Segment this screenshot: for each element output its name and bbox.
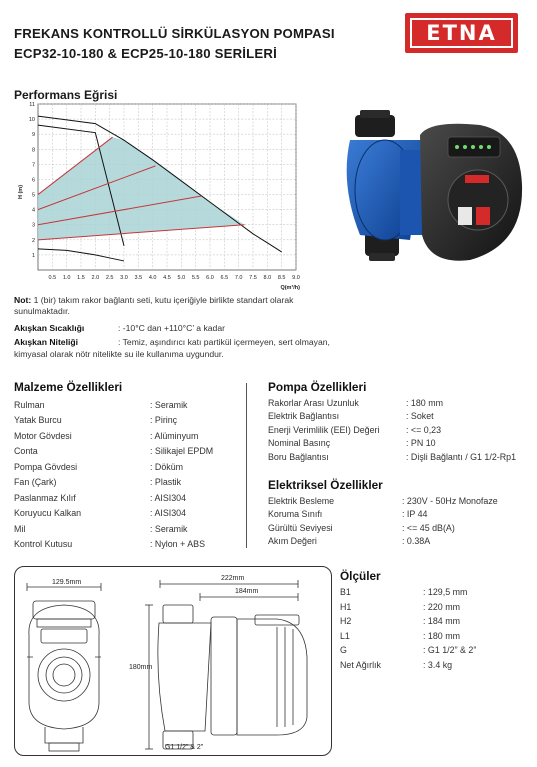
material-key: Mil — [14, 523, 26, 534]
pump-spec-value: : <= 0,23 — [406, 424, 442, 435]
x-tick-label: 0.5 — [48, 275, 57, 281]
material-value: : AISI304 — [150, 508, 187, 519]
logo-text: ETNA — [410, 18, 513, 48]
x-tick-label: 7.0 — [234, 275, 243, 281]
pump-spec-value: : PN 10 — [406, 438, 436, 449]
x-tick-label: 1.5 — [77, 275, 85, 281]
dim-h2-label: 184mm — [235, 588, 259, 595]
material-key: Motor Gövdesi — [14, 430, 72, 441]
performance-chart — [12, 100, 308, 294]
technical-drawing — [15, 567, 333, 757]
electrical-row — [268, 521, 498, 535]
dimension-key: L1 — [340, 630, 350, 641]
materials-list — [14, 397, 213, 552]
material-key: Koruyucu Kalkan — [14, 508, 82, 519]
x-tick-label: 8.0 — [263, 275, 272, 281]
pump-specs-title: Pompa Özellikleri — [268, 380, 367, 394]
pump-spec-key: Rakorlar Arası Uzunluk — [268, 397, 359, 408]
electrical-key: Gürültü Seviyesi — [268, 522, 333, 533]
y-tick-label: 11 — [29, 102, 35, 108]
materials-title: Malzeme Özellikleri — [14, 380, 123, 394]
x-tick-label: 5.0 — [177, 275, 186, 281]
dim-g-label: G1 1/2” & 2” — [165, 744, 204, 751]
electrical-key: Koruma Sınıfı — [268, 509, 323, 520]
x-tick-label: 6.0 — [206, 275, 214, 281]
material-key: Conta — [14, 446, 38, 457]
y-tick-label: 9 — [31, 132, 35, 139]
dimension-key: Net Ağırlık — [340, 659, 381, 670]
x-tick-label: 1.0 — [62, 275, 71, 281]
material-key: Rulman — [14, 399, 45, 410]
dimension-row — [340, 600, 476, 615]
dim-l1-label: 180mm — [129, 664, 153, 671]
material-row — [14, 428, 213, 444]
dimensions-list — [340, 585, 476, 672]
dimensions-title: Ölçüler — [340, 569, 381, 583]
fluid-temperature — [14, 323, 225, 334]
page-title-line1: FREKANS KONTROLLÜ SİRKÜLASYON POMPASI — [14, 26, 335, 41]
x-tick-label: 6.5 — [220, 275, 229, 281]
dimension-row — [340, 643, 476, 658]
pump-specs-list — [268, 396, 516, 464]
fluid-quality-continued: kimyasal olarak nötr nitelikte su ile kullanıma uygundur. — [14, 349, 224, 359]
material-row — [14, 537, 213, 553]
x-tick-label: 9.0 — [292, 275, 300, 281]
electrical-list — [268, 494, 498, 548]
fluid-quality — [14, 337, 374, 348]
x-tick-label: 7.5 — [249, 275, 257, 281]
electrical-value: : 230V - 50Hz Monofaze — [402, 495, 498, 506]
material-key: Yatak Burcu — [14, 415, 62, 426]
dimension-value: : 129,5 mm — [423, 587, 468, 598]
electrical-row — [268, 508, 498, 522]
electrical-value: : <= 45 dB(A) — [402, 522, 455, 533]
pump-spec-row — [268, 437, 516, 451]
material-value: : Silikajel EPDM — [150, 446, 214, 457]
material-row — [14, 506, 213, 522]
dimension-row — [340, 585, 476, 600]
x-tick-label: 8.5 — [277, 275, 286, 281]
material-row — [14, 397, 213, 413]
material-value: : Seramik — [150, 523, 188, 534]
note-body: 1 (bir) takım rakor bağlantı seti, kutu içeriğiyle birlikte standart olarak sunulmaktadır. — [14, 295, 294, 316]
material-row — [14, 413, 213, 429]
pump-spec-value: : Dişli Bağlantı / G1 1/2-Rp1 — [406, 451, 517, 462]
dimension-row — [340, 658, 476, 673]
pump-spec-key: Nominal Basınç — [268, 438, 331, 449]
dimension-key: H1 — [340, 601, 352, 612]
fluid-temperature-label: Akışkan Sıcaklığı — [14, 323, 85, 333]
fluid-quality-label: Akışkan Niteliği — [14, 337, 78, 347]
pump-spec-value: : 180 mm — [406, 397, 443, 408]
dimension-key: G — [340, 645, 347, 656]
x-tick-label: 4.0 — [148, 275, 157, 281]
dim-b1-label: 129.5mm — [52, 579, 82, 586]
dimension-value: : 184 mm — [423, 616, 460, 627]
x-tick-label: 4.5 — [163, 275, 171, 281]
material-key: Pompa Gövdesi — [14, 461, 78, 472]
electrical-value: : 0.38A — [402, 536, 431, 547]
dimension-value: : G1 1/2” & 2” — [423, 645, 477, 656]
material-value: : AISI304 — [150, 492, 187, 503]
fluid-temperature-value: : -10°C dan +110°C’ a kadar — [118, 323, 225, 333]
y-tick-label: 4 — [31, 207, 35, 214]
pump-spec-row — [268, 410, 516, 424]
column-divider — [246, 383, 247, 548]
y-tick-label: 5 — [31, 192, 35, 199]
fluid-quality-value: : Temiz, aşındırıcı katı partikül içermeyen, sert olmayan, — [118, 337, 330, 347]
material-row — [14, 521, 213, 537]
electrical-key: Akım Değeri — [268, 536, 317, 547]
material-row — [14, 444, 213, 460]
dimension-row — [340, 629, 476, 644]
y-tick-label: 8 — [31, 147, 35, 154]
x-tick-label: 2.0 — [91, 275, 100, 281]
dimension-row — [340, 614, 476, 629]
y-tick-label: 1 — [31, 252, 35, 259]
pump-product-image — [330, 95, 530, 275]
pump-spec-key: Boru Bağlantısı — [268, 451, 329, 462]
material-row — [14, 490, 213, 506]
dim-h1-label: 222mm — [221, 575, 245, 582]
page-title-line2: ECP32-10-180 & ECP25-10-180 SERİLERİ — [14, 46, 278, 61]
pump-spec-value: : Soket — [406, 411, 434, 422]
dimension-value: : 220 mm — [423, 601, 460, 612]
pump-spec-row — [268, 396, 516, 410]
material-key: Kontrol Kutusu — [14, 539, 73, 550]
x-tick-label: 5.5 — [191, 275, 200, 281]
y-tick-label: 10 — [28, 117, 35, 124]
material-value: : Döküm — [150, 461, 184, 472]
material-key: Paslanmaz Kılıf — [14, 492, 76, 503]
material-value: : Alüminyum — [150, 430, 199, 441]
material-row — [14, 475, 213, 491]
y-tick-label: 7 — [31, 162, 35, 169]
note-text — [14, 295, 344, 317]
material-value: : Nylon + ABS — [150, 539, 206, 550]
note-label: Not: — [14, 295, 32, 305]
x-tick-label: 2.5 — [105, 275, 114, 281]
performance-title: Performans Eğrisi — [14, 88, 118, 102]
dimensions-drawing — [14, 566, 332, 756]
dimension-key: H2 — [340, 616, 352, 627]
dimension-value: : 3.4 kg — [423, 659, 453, 670]
material-row — [14, 459, 213, 475]
material-value: : Seramik — [150, 399, 188, 410]
pump-spec-key: Elektrik Bağlantısı — [268, 411, 340, 422]
electrical-key: Elektrik Besleme — [268, 495, 335, 506]
y-axis-label: H (m) — [18, 184, 24, 200]
y-tick-label: 2 — [31, 237, 35, 244]
x-tick-label: 3.0 — [120, 275, 128, 281]
pump-spec-row — [268, 423, 516, 437]
electrical-value: : IP 44 — [402, 509, 428, 520]
electrical-row — [268, 494, 498, 508]
material-value: : Pirinç — [150, 415, 178, 426]
y-tick-label: 6 — [31, 177, 35, 184]
material-value: : Plastik — [150, 477, 182, 488]
electrical-title: Elektriksel Özellikler — [268, 478, 383, 492]
etna-logo — [405, 13, 518, 53]
material-key: Fan (Çark) — [14, 477, 57, 488]
dimension-key: B1 — [340, 587, 351, 598]
y-tick-label: 3 — [31, 222, 35, 229]
x-tick-label: 3.5 — [134, 275, 143, 281]
electrical-row — [268, 535, 498, 549]
x-axis-label: Q(m³/h) — [280, 285, 300, 291]
pump-spec-row — [268, 450, 516, 464]
dimension-value: : 180 mm — [423, 630, 460, 641]
pump-spec-key: Enerji Verimlilik (EEI) Değeri — [268, 424, 380, 435]
